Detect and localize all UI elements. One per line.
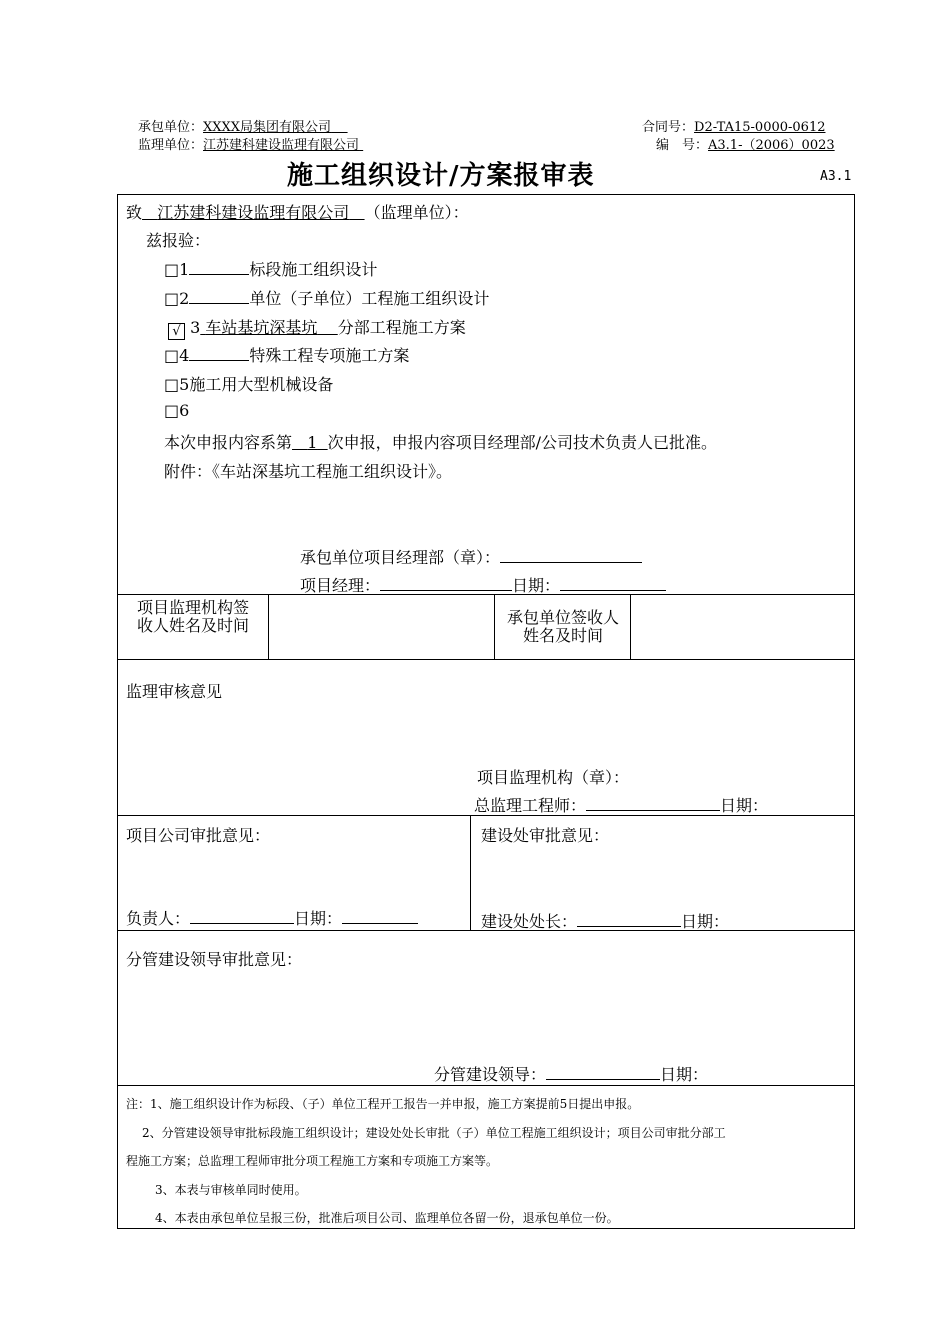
construction-chief-blank [577,912,681,927]
blank-4 [189,346,249,361]
serial-value: A3.1-（2006）0023 [708,138,835,153]
blank-2 [189,289,249,304]
construction-approval-label: 建设处审批意见： [481,826,610,845]
addressee-value: 江苏建科建设监理有限公司 [157,203,350,222]
blank-1 [189,260,249,275]
checkbox-3-checked[interactable]: √ [168,323,185,340]
checklist-item-6: □6 [164,401,190,420]
supervisor-receiver-label: 项目监理机构签收人姓名及时间 [136,598,249,635]
contractor-line [138,116,348,135]
addressee-line [126,200,469,223]
contract-no-label: 合同号： [642,120,695,135]
note-1: 注：1、施工组织设计作为标段、（子）单位工程开工报告一并申报，施工方案提前5日提出申报。 [126,1097,640,1111]
serial-line [656,134,835,153]
review-label: 监理审核意见 [126,682,223,701]
note-2: 2、分管建设领导审批标段施工组织设计；建设处处长审批（子）单位工程施工组织设计；项目公司审批分部工 [142,1126,726,1140]
contract-no-line [642,116,825,135]
checklist-item-3: √ 3 车站基坑深基坑 分部工程施工方案 [168,315,466,340]
manager-line: 项目经理： 日期： [300,573,666,596]
serial-label: 编 号： [656,138,709,153]
contract-no-value: D2-TA15-0000-0612 [694,120,826,135]
checkbox-5[interactable]: □ [164,375,180,394]
company-person-line: 负责人： 日期： [126,906,418,929]
manager-blank [380,576,512,591]
dept-seal-line: 承包单位项目经理部（章）： [300,545,642,568]
checklist-item-4: □4 特殊工程专项施工方案 [164,346,410,365]
chief-supervisor-blank [586,796,720,811]
form-title: 施工组织设计/方案报审表 [287,161,595,191]
company-person-blank [190,909,294,924]
note-4: 4、本表由承包单位呈报三份，批准后项目公司、监理单位各留一份，退承包单位一份。 [155,1211,619,1225]
construction-chief-line: 建设处处长： 日期： [481,912,730,931]
supervisor-line [138,134,363,153]
item-3-fill: 车站基坑深基坑 [205,318,318,337]
supervisor-value: 江苏建科建设监理有限公司 [203,138,360,153]
contractor-receiver-label: 承包单位签收人姓名及时间 [506,608,619,645]
contractor-label: 承包单位： [138,120,204,135]
leader-sign-line: 分管建设领导： 日期： [434,1065,709,1084]
submission-times: 本次申报内容系第 1 次申报，申报内容项目经理部/公司技术负责人已批准。 [164,433,718,452]
chief-supervisor-line: 总监理工程师： 日期： [474,796,769,815]
leader-approval-label: 分管建设领导审批意见： [126,950,303,969]
intro-text: 兹报验： [146,231,211,250]
to-suffix: （监理单位）： [364,203,469,222]
checklist-item-2: □2 单位（子单位）工程施工组织设计 [164,289,490,308]
checklist-item-5: □5施工用大型机械设备 [164,375,334,394]
checkbox-6[interactable]: □ [164,401,180,420]
review-org-label: 项目监理机构（章）： [477,768,630,787]
checkbox-1[interactable]: □ [164,260,180,279]
note-2-cont: 程施工方案；总监理工程师审批分项工程施工方案和专项施工方案等。 [126,1154,499,1168]
checkbox-2[interactable]: □ [164,289,180,308]
leader-sign-blank [546,1065,660,1080]
form-code: A3.1 [820,169,852,184]
company-approval-label: 项目公司审批意见： [126,826,271,845]
checkbox-4[interactable]: □ [164,346,180,365]
times-value: 1 [307,433,318,452]
manager-date-blank [560,576,666,591]
checklist-item-1: □1 标段施工组织设计 [164,260,378,279]
company-date-blank [342,909,418,924]
to-prefix: 致 [126,203,143,222]
note-3: 3、本表与审核单同时使用。 [155,1183,307,1197]
contractor-value: XXXX局集团有限公司 [203,120,332,135]
attachment-text: 附件：《车站深基坑工程施工组织设计》。 [164,462,453,481]
supervisor-label: 监理单位： [138,138,204,153]
dept-seal-blank [500,548,642,563]
